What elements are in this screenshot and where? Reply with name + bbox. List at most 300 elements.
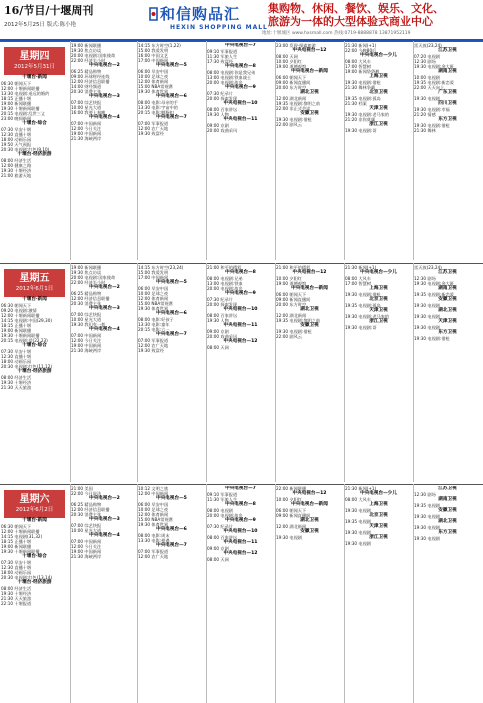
channel-heading: 东方卫视	[438, 117, 457, 122]
program-entry: 06:25 精品购物	[71, 291, 102, 296]
page-meta	[4, 2, 93, 28]
channel-heading: 中央电视台—3	[89, 94, 120, 99]
program-entry: 21:30 天天旅游	[1, 385, 32, 390]
day-name: 星期五	[19, 273, 50, 284]
program-entry: 12:00 十堰新闻联播	[1, 86, 40, 91]
channel-heading: 湖北卫视	[438, 308, 457, 313]
program-entry: 07:00 综艺快报	[71, 312, 102, 317]
channel-heading: 中央电视台—5	[156, 280, 187, 285]
program-entry: 12:30 剧场	[414, 59, 436, 64]
channel-heading: 中央电视台—9	[225, 291, 256, 296]
program-entry: 21:00 旅游天地	[1, 173, 32, 178]
program-entry: 19:35 电视剧:新恋爱	[414, 80, 454, 85]
channel-heading: 上海卫视	[369, 74, 388, 79]
channel-heading: 安徽卫视	[300, 323, 319, 328]
section-rule	[0, 41, 483, 42]
program-entry: 14:15 电视剧:中国(29,30)	[1, 318, 53, 323]
program-entry: 19:30 电视剧:老马家的	[345, 314, 390, 319]
logo-text-cn: 和信购品汇	[160, 5, 241, 23]
program-entry: 08:00 百家讲坛	[207, 535, 238, 540]
program-entry: 19:35 电视剧	[414, 503, 440, 508]
channel-heading: 中央电视台—11	[223, 323, 258, 328]
column-divider	[344, 41, 345, 260]
program-entry: 20:00 电视剧:故乡	[207, 286, 243, 291]
program-entry: 19:30 电视剧:哥	[345, 128, 377, 133]
program-entry: 19:00 道德观察	[276, 64, 307, 69]
program-entry: 09:00 京剧	[207, 123, 229, 128]
channel-heading: 江苏卫视	[438, 48, 457, 53]
channel-heading: 四川卫视	[438, 101, 457, 106]
program-entry: 15:00 我爱发明	[138, 48, 169, 53]
program-entry: 19:30 十堰经济	[1, 168, 32, 173]
program-entry: 19:30 电视剧	[276, 535, 302, 540]
program-entry: 20:30 电视剧:红色(9,10)	[1, 147, 50, 152]
program-entry: 13:30 电影:相遇	[138, 538, 170, 543]
program-entry: 12:00 今日关注	[71, 544, 102, 549]
program-entry: 17:30 致富经	[207, 59, 233, 64]
program-entry: 12:00 湖北新闻	[276, 524, 307, 529]
channel-heading: 十堰台·经济旅游	[17, 152, 52, 157]
program-entry: 19:30 电视剧:老马家的	[345, 112, 390, 117]
listing-column	[345, 43, 412, 259]
program-entry: 06:30 朝闻天下	[1, 524, 32, 529]
program-entry: 19:30 电视剧:金大班	[414, 281, 454, 286]
channel-heading: 广东卫视	[438, 90, 457, 95]
program-entry: 09:10 军事报道	[207, 492, 238, 497]
program-entry: 19:00 新闻联播	[1, 544, 32, 549]
program-entry: 15:00 NBA常规赛	[138, 517, 173, 522]
slogan-line-2: 旅游为一体的大型体验式商业中心	[268, 15, 433, 28]
program-entry: 18:00 动画乐园	[1, 137, 32, 142]
program-entry: 20:00 东方时空	[276, 302, 307, 307]
program-entry: 06:25 精品购物	[71, 502, 102, 507]
program-entry: 19:30 十堰新闻联播	[1, 333, 40, 338]
day-date: 2012年5月31日	[14, 64, 55, 70]
program-entry: 21:00 和平的精彩	[207, 265, 242, 270]
program-entry: 20:00 电视剧:国家使命	[71, 275, 116, 280]
program-entry: 19:30 电视剧	[414, 536, 440, 541]
program-entry: 19:35 电视剧:孤岛	[345, 96, 381, 101]
channel-heading: 中央电视台—9	[225, 518, 256, 523]
program-entry: 19:30 人物	[207, 318, 229, 323]
channel-heading: 中央电视台—12	[223, 339, 258, 344]
program-entry: 19:30 十堰经济	[1, 380, 32, 385]
program-entry: 19:30 十堰经济	[1, 591, 32, 596]
program-entry: 07:00 军事报道	[138, 121, 169, 126]
channel-heading: 中央电视台—3	[89, 517, 120, 522]
channel-heading: 中央电视台—新闻	[291, 69, 328, 74]
listing-column	[345, 265, 412, 481]
listing-column	[276, 43, 343, 259]
program-entry: 07:00 综艺快报	[71, 523, 102, 528]
program-entry: 10:00 夕阳红	[276, 276, 302, 281]
program-entry: 19:30 电视剧	[345, 508, 371, 513]
day-label-box	[4, 490, 65, 518]
channel-heading: 东方卫视	[438, 330, 457, 335]
brand-logo	[148, 3, 268, 37]
channel-heading: 中央电视台—2	[89, 63, 120, 68]
program-entry: 10:00 夕阳红	[276, 497, 302, 502]
program-entry: 19:30 电视剧:借枪	[414, 123, 450, 128]
program-entry: 21:30 新闻(+1)	[345, 43, 377, 48]
column-divider	[206, 41, 207, 260]
column-divider	[413, 484, 414, 703]
program-entry: 21:20 情感	[414, 112, 436, 117]
program-entry: 09:00 新闻直播间	[276, 297, 311, 302]
channel-heading: 江苏卫视	[438, 270, 457, 275]
program-entry: 12:00 今日关注	[71, 126, 102, 131]
channel-heading: 中央电视台—7	[156, 115, 187, 120]
channel-heading: 十堰台·新闻	[22, 75, 47, 80]
logo-mark-icon	[148, 6, 159, 22]
channel-heading: 湖北卫视	[438, 519, 457, 524]
program-entry: 08:00 电影:母亲的手	[138, 100, 178, 105]
program-entry: 19:00 道德观察	[276, 281, 307, 286]
program-entry: 17:00 智慧树	[345, 64, 371, 69]
channel-heading: 十堰台·综合	[22, 343, 47, 348]
program-entry: 19:35 电视剧:孤岛	[345, 303, 381, 308]
program-entry: 21:00 和平的精彩	[276, 265, 311, 270]
program-entry: 19:00 新闻联播	[1, 101, 32, 106]
channel-heading: 中央电视台—2	[89, 496, 120, 501]
channel-heading: 安徽卫视	[438, 297, 457, 302]
program-entry: 20:00 探索发现	[207, 96, 238, 101]
program-entry: 09:00 京剧	[207, 329, 229, 334]
day-date: 2012年6月2日	[15, 507, 54, 513]
program-entry: 14:15 东方时空(23,24)	[138, 265, 184, 270]
program-entry: 08:00 大风车	[345, 497, 371, 502]
program-entry: 18:00 动画乐园	[1, 359, 32, 364]
channel-heading: 湖南卫视	[438, 497, 457, 502]
program-entry: 16:00 中国文艺	[138, 53, 169, 58]
program-entry: 09:20 电视剧:激情	[1, 308, 37, 313]
channel-heading: 中央电视台—7	[156, 332, 187, 337]
program-entry: 19:30 体育世界	[138, 522, 169, 527]
program-entry: 07:00 军事报道	[138, 338, 169, 343]
program-entry: 18:15 正播十堰	[1, 96, 32, 101]
program-entry: 08:00 经济生活	[1, 158, 32, 163]
program-entry: 10:00 足球之夜	[138, 74, 169, 79]
program-entry: 07:20 电视剧	[414, 54, 440, 59]
program-entry: 22:00 剧风云	[276, 122, 302, 127]
program-entry: 19:30 电视剧	[414, 514, 440, 519]
program-entry: 09:00 环球财经连线	[71, 74, 110, 79]
program-entry: 19:35 电视剧:新恋爱	[414, 292, 454, 297]
program-entry: 12:00 健康之路	[1, 163, 32, 168]
program-entry: 21:30 海峡两岸	[71, 554, 102, 559]
program-entry: 19:35 电视剧	[345, 519, 371, 524]
column-divider	[70, 41, 71, 260]
channel-heading: 中央电视台—4	[89, 533, 120, 538]
day-section	[0, 484, 483, 703]
program-entry: 19:30 体育世界	[138, 89, 169, 94]
program-entry: 雷天放(23,24)	[414, 43, 442, 48]
channel-heading: 中央电视台—新闻	[291, 286, 328, 291]
channel-heading: 中央电视台—12	[223, 551, 258, 556]
program-entry: 13:30 电影:童年	[138, 322, 170, 327]
channel-heading: 中央电视台—12	[292, 270, 327, 275]
program-entry: 22:00 非正式会谈	[276, 106, 311, 111]
listing-column	[414, 486, 481, 702]
channel-heading: 中央电视台—5	[156, 63, 187, 68]
program-entry: 12:00 农广天地	[138, 554, 169, 559]
program-entry: 14:15 东方时空(1,22)	[138, 43, 181, 48]
channel-heading: 浙江卫视	[369, 535, 388, 540]
column-divider	[137, 484, 138, 703]
program-entry: 19:30 体育世界	[138, 306, 169, 311]
channel-heading: 北京卫视	[369, 90, 388, 95]
program-entry: 21:30 新闻(+1)	[345, 486, 377, 491]
program-entry: 06:30 朝闻天下	[1, 303, 32, 308]
program-entry: 08:00 电影:好孩子	[138, 317, 174, 322]
program-entry: 06:00 早安中国	[138, 69, 169, 74]
program-entry: 06:00 朝闻天下	[276, 292, 307, 297]
program-entry: 06:00 朝闻天下	[276, 75, 307, 80]
program-entry: 08:00 大风车	[345, 276, 371, 281]
channel-heading: 湖北卫视	[300, 90, 319, 95]
program-entry: 12:00 今日关注	[71, 338, 102, 343]
program-entry: 21:30 舞林	[414, 128, 436, 133]
program-entry: 09:10 军事报道	[207, 49, 238, 54]
program-entry: 12:00 体育新闻	[138, 296, 169, 301]
program-entry: 19:30 电视剧:幸福	[414, 107, 450, 112]
program-entry: 07:00 中国新闻	[71, 333, 102, 338]
channel-heading: 十堰台·经济旅游	[17, 580, 52, 585]
program-entry: 19:00 中国新闻	[71, 549, 102, 554]
program-entry: 07:30 早安十堰	[1, 560, 32, 565]
program-entry: 19:30 电视剧:借枪	[276, 117, 312, 122]
program-entry: 21:30 海峡两岸	[71, 348, 102, 353]
program-entry: 19:30 致富经	[138, 131, 164, 136]
channel-heading: 中央电视台—新闻	[291, 502, 328, 507]
program-entry: 20:15 电影:六一	[138, 327, 170, 332]
channel-heading: 十堰台·经济旅游	[17, 369, 52, 374]
channel-heading: 天津卫视	[369, 524, 388, 529]
program-entry: 08:00 电视剧:兄弟	[207, 276, 243, 281]
program-entry: 11:30 军旅人生	[207, 497, 238, 502]
column-divider	[70, 484, 71, 703]
program-entry: 20:00 探索发现	[207, 302, 238, 307]
program-entry: 10:00 足球之夜	[138, 291, 169, 296]
program-entry: 20:15 电视剧:乱世三义	[1, 111, 46, 116]
program-entry: 22:00 今晚80后	[345, 48, 377, 53]
program-entry: 12:00 农广天地	[138, 343, 169, 348]
program-entry: 06:00 早安中国	[138, 502, 169, 507]
program-entry: 13:00 电视剧:铁血	[207, 281, 243, 286]
column-divider	[275, 263, 276, 482]
listing-column	[414, 43, 481, 259]
listing-column	[414, 265, 481, 481]
program-entry: 11:30 军旅人生	[207, 54, 238, 59]
program-entry: 15:00 NBA常规赛	[138, 84, 173, 89]
listing-column	[138, 486, 205, 702]
channel-heading: 中央电视台—6	[156, 94, 187, 99]
channel-heading: 湖北卫视	[300, 518, 319, 523]
program-entry: 18:15 正播十堰	[1, 539, 32, 544]
ad-contact: 地址:十堰城区 www.hxsmall.com 热线:0719-8888878 13871952119	[262, 31, 411, 36]
day-label-box	[4, 47, 65, 75]
program-entry: 12:00 湖北新闻	[276, 313, 307, 318]
program-entry: 20:00 戏曲采风	[207, 334, 238, 339]
program-entry: 19:50 天气预报	[1, 142, 32, 147]
program-entry: 19:35 电视剧:黎明之前	[276, 318, 321, 323]
program-entry: 12:30 剧场	[414, 276, 436, 281]
channel-heading: 中央电视台—6	[156, 311, 187, 316]
ad-slogan	[268, 2, 480, 28]
program-entry: 12:00 湖北新闻	[276, 96, 307, 101]
program-entry: 19:30 电视剧	[345, 530, 371, 535]
program-entry: 13:00 电视剧:铁血战士	[207, 75, 252, 80]
listing-column	[1, 43, 68, 259]
column-divider	[137, 263, 138, 482]
program-entry: 21:00 美国	[71, 486, 93, 491]
program-entry: 21:30 天天旅游	[1, 596, 32, 601]
day-label-box	[4, 269, 65, 297]
program-entry: 07:30 早安十堰	[1, 127, 32, 132]
program-entry: 10:12 文明之旅	[138, 486, 169, 491]
issue-date: 2012年5月25日 版式:陈小艳	[4, 22, 77, 28]
listing-column	[276, 265, 343, 481]
day-section	[0, 41, 483, 260]
column-divider	[275, 41, 276, 260]
program-entry: 19:00 中国新闻	[71, 343, 102, 348]
channel-heading: 十堰台·新闻	[22, 297, 47, 302]
program-entry: 09:00 新闻直播间	[276, 80, 311, 85]
channel-heading: 上海卫视	[369, 502, 388, 507]
program-entry: 19:30 电视剧:借枪	[345, 292, 381, 297]
column-divider	[344, 263, 345, 482]
program-entry: 17:00 中国新闻	[138, 275, 169, 280]
channel-heading: 北京卫视	[369, 297, 388, 302]
program-entry: 雷天放(23,24)	[414, 265, 442, 270]
program-entry: 20:15 电影:胭脂扣	[138, 110, 174, 115]
channel-heading: 中央电视台—11	[223, 540, 258, 545]
program-entry: 20:30 消费主张	[71, 512, 102, 517]
logo-text-en: HEXIN SHOPPING MALL	[170, 24, 268, 31]
channel-heading: 上海卫视	[369, 286, 388, 291]
channel-heading: 湖北卫视	[300, 307, 319, 312]
listing-column	[207, 43, 274, 259]
channel-heading: 中央电视台—12	[292, 491, 327, 496]
program-entry: 20:15 电视剧:爱(22,23)	[1, 338, 48, 343]
program-entry: 20:30 电视剧:红色(11,12)	[1, 364, 53, 369]
day-section	[0, 263, 483, 482]
program-entry: 19:30 电视剧:金大班	[414, 64, 454, 69]
listing-column	[138, 43, 205, 259]
program-entry: 12:00 体育新闻	[138, 512, 169, 517]
channel-heading: 中央电视台—7	[156, 543, 187, 548]
program-entry: 20:00 电视剧:故乡	[207, 80, 243, 85]
listing-column	[71, 43, 138, 259]
column-divider	[137, 41, 138, 260]
program-entry: 08:00 天网	[207, 557, 229, 562]
channel-heading: 天津卫视	[438, 319, 457, 324]
channel-heading: 中央电视台—少儿	[360, 491, 397, 496]
channel-heading: 中央电视台—8	[225, 64, 256, 69]
program-entry: 10:00 足球之夜	[138, 507, 169, 512]
program-entry: 07:00 中国新闻	[71, 121, 102, 126]
channel-heading: 中央电视台—10	[223, 529, 258, 534]
program-entry: 07:30 纪录片	[207, 297, 233, 302]
program-entry: 10:00 星光大道	[71, 528, 102, 533]
channel-heading: 中央电视台—6	[156, 527, 187, 532]
program-entry: 19:30 人物	[207, 112, 229, 117]
program-entry: 12:00 十堰新闻联播	[1, 313, 40, 318]
column-divider	[206, 484, 207, 703]
program-entry: 20:00 东方时空	[276, 85, 307, 90]
program-entry: 08:00 电影:周末	[138, 533, 170, 538]
channel-heading: 中央电视台—9	[225, 85, 256, 90]
program-entry: 19:30 十堰新闻联播	[1, 106, 40, 111]
channel-heading: 中央电视台—少儿	[360, 270, 397, 275]
program-entry: 06:25 精品购物	[71, 69, 102, 74]
channel-heading: 中央电视台—11	[223, 117, 258, 122]
program-entry: 19:30 电视剧	[414, 96, 440, 101]
program-entry: 23:00 发现·探索旅游	[276, 43, 316, 48]
program-entry: 13:30 电影:宇宙中的	[138, 105, 178, 110]
program-entry: 16:00 我要上春晚	[71, 110, 106, 115]
program-entry: 15:00 我爱发明	[138, 270, 169, 275]
program-entry: 17:00 中国新闻	[138, 58, 169, 63]
program-entry: 15:00 NBA常规赛	[138, 301, 173, 306]
program-entry: 18:15 正播十堰	[1, 323, 32, 328]
program-entry: 08:00 大风车	[345, 59, 371, 64]
program-entry: 19:00 新闻袋袋裤	[345, 69, 380, 74]
channel-heading: 天津卫视	[369, 106, 388, 111]
program-entry: 10:00 星光大道	[71, 105, 102, 110]
channel-heading: 中央电视台—3	[89, 306, 120, 311]
program-entry: 19:30 十堰新闻联播	[1, 549, 40, 554]
program-entry: 23:00 晚间新闻	[1, 116, 32, 121]
channel-heading: 浙江卫视	[369, 319, 388, 324]
program-entry: 22:00 今日说法	[71, 491, 102, 496]
program-entry: 17:00 智慧树	[345, 281, 371, 286]
program-entry: 12:30 直播十堰	[1, 354, 32, 359]
program-entry: 06:00 朝闻天下	[276, 508, 307, 513]
section-rule	[0, 263, 483, 264]
program-entry: 07:00 中国新闻	[71, 539, 102, 544]
program-entry: 12:00 体育新闻	[138, 79, 169, 84]
program-entry: 22:00 天天向上	[414, 85, 445, 90]
channel-heading: 十堰台·综合	[22, 554, 47, 559]
program-entry: 19:30 电视剧	[414, 303, 440, 308]
program-entry: 22:10 十堰报道	[1, 601, 32, 606]
channel-heading: 中央电视台—8	[225, 270, 256, 275]
channel-heading: 湖南卫视	[438, 69, 457, 74]
program-entry: 19:30 电视剧	[414, 525, 440, 530]
channel-heading: 湖南卫视	[438, 286, 457, 291]
program-entry: 12:00 经济信息联播	[71, 79, 110, 84]
program-entry: 20:30 消费主张	[71, 89, 102, 94]
listing-column	[276, 486, 343, 702]
program-entry: 19:30 电视剧:借枪	[414, 336, 450, 341]
day-name: 星期四	[19, 51, 50, 62]
program-entry: 21:30 档案	[345, 101, 367, 106]
program-entry: 07:00 综艺快报	[71, 100, 102, 105]
program-entry: 06:00 早安中国	[138, 286, 169, 291]
listing-column	[71, 265, 138, 481]
channel-heading: 江苏卫视	[438, 486, 457, 491]
program-entry: 19:30 电视剧:借枪	[345, 80, 381, 85]
program-entry: 19:30 电视剧:借枪	[276, 329, 312, 334]
program-entry: 10:00 电视剧	[414, 75, 440, 80]
program-entry: 19:30 电视剧:哥	[345, 325, 377, 330]
program-entry: 21:30 海峡两岸	[71, 136, 102, 141]
program-entry: 22:00 经济半小时	[71, 58, 106, 63]
program-entry: 19:00 中国新闻	[71, 131, 102, 136]
column-divider	[275, 484, 276, 703]
program-entry: 08:00 天网	[276, 54, 298, 59]
